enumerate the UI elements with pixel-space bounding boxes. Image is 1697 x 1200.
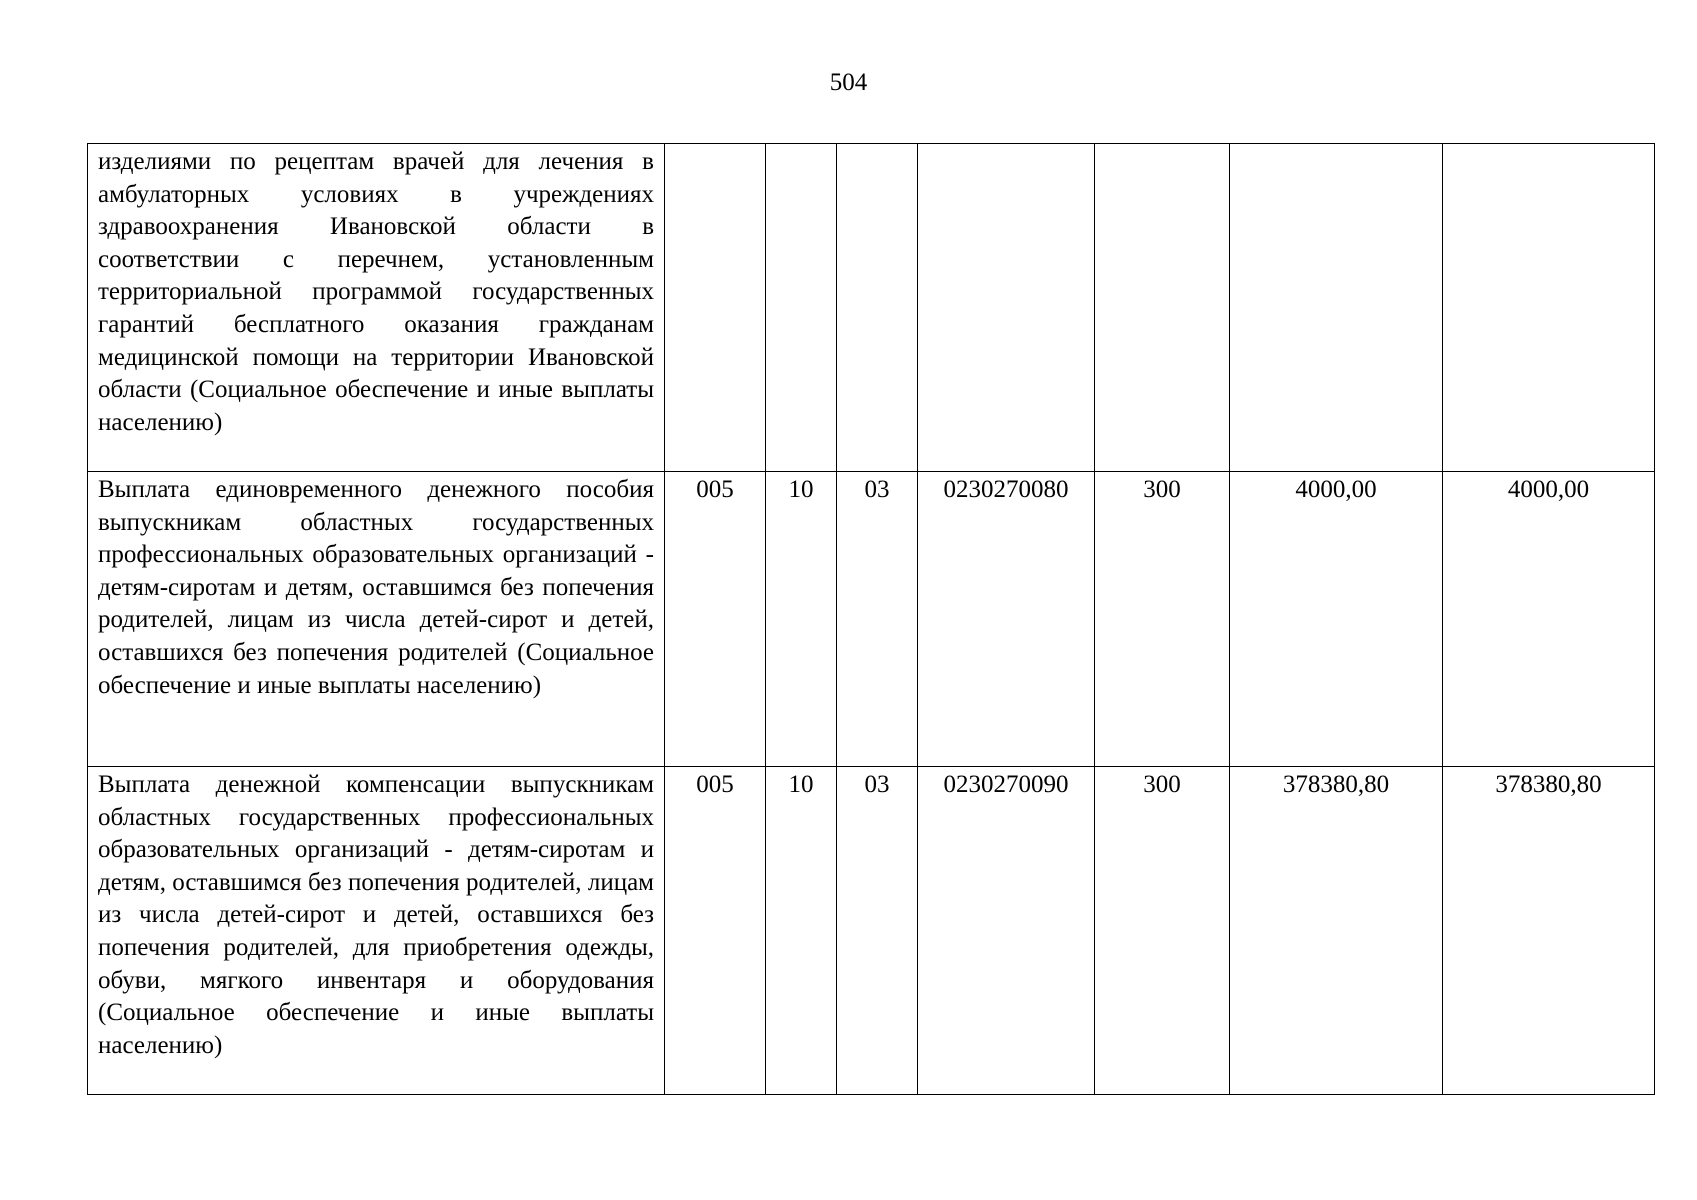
row-description: Выплата денежной компенсации выпускникам областных государственных профессиональных образовательных организаций - детям-сиротам и детям, оставшимся без попечения родителей, лицам из числа детей-сирот и детей, оставшихся без попечения родителей, для приобретения одежды, обуви, мягкого инвентаря и оборудования (Социальное обеспечение и иные выплаты населению) <box>88 767 665 1095</box>
target-article-cell: 0230270080 <box>918 472 1095 767</box>
row-description: Выплата единовременного денежного пособия выпускникам областных государственных профессиональных образовательных организаций - детям-сиротам и детям, оставшимся без попечения родителей, лицам из числа детей-сирот и детей, оставшихся без попечения родителей (Социальное обеспечение и иные выплаты населению) <box>88 472 665 767</box>
section-code-cell: 10 <box>766 767 837 1095</box>
subsection-code-cell: 03 <box>837 767 918 1095</box>
ministry-code-cell <box>665 144 766 472</box>
amount-cell: 378380,80 <box>1443 767 1655 1095</box>
ministry-code-cell: 005 <box>665 472 766 767</box>
target-article-cell: 0230270090 <box>918 767 1095 1095</box>
amount-cell: 378380,80 <box>1230 767 1443 1095</box>
expense-type-cell: 300 <box>1095 472 1230 767</box>
table-row <box>88 767 1655 1095</box>
amount-cell: 4000,00 <box>1230 472 1443 767</box>
section-code-cell <box>766 144 837 472</box>
amount-cell: 4000,00 <box>1443 472 1655 767</box>
target-article-cell <box>918 144 1095 472</box>
ministry-code-cell: 005 <box>665 767 766 1095</box>
table-row <box>88 472 1655 767</box>
section-code-cell: 10 <box>766 472 837 767</box>
subsection-code-cell <box>837 144 918 472</box>
expense-type-cell: 300 <box>1095 767 1230 1095</box>
subsection-code-cell: 03 <box>837 472 918 767</box>
budget-table <box>87 143 1655 1095</box>
amount-cell <box>1443 144 1655 472</box>
table-row <box>88 144 1655 472</box>
expense-type-cell <box>1095 144 1230 472</box>
page-number: 504 <box>829 69 868 96</box>
row-description: изделиями по рецептам врачей для лечения в амбулаторных условиях в учреждениях здравоохранения Ивановской области в соответствии с перечнем, установленным территориальной программой государственных гарантий бесплатного оказания гражданам медицинской помощи на территории Ивановской области (Социальное обеспечение и иные выплаты населению) <box>88 144 665 472</box>
amount-cell <box>1230 144 1443 472</box>
